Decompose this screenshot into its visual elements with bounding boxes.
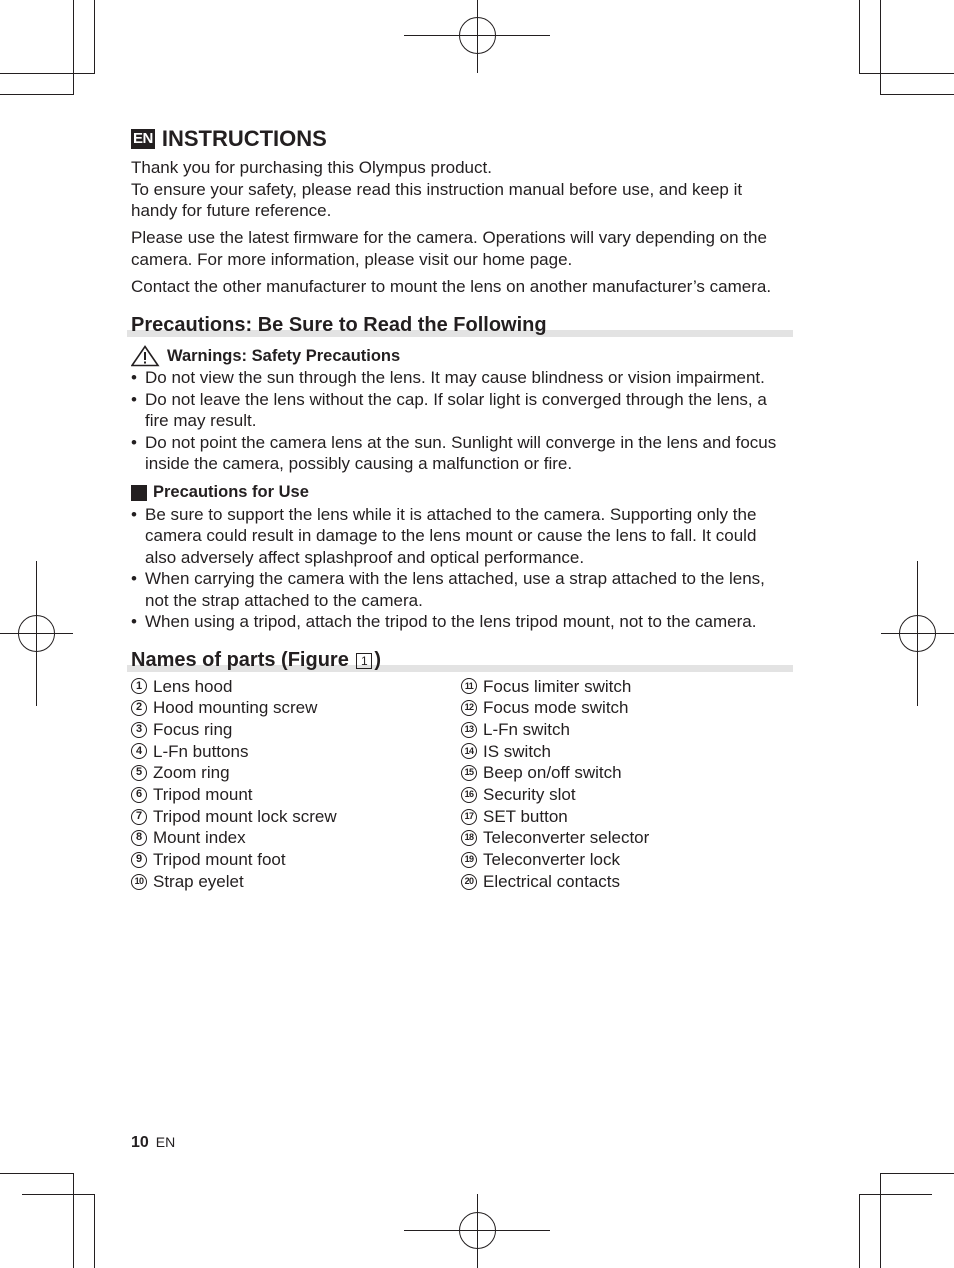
circled-number: 17: [461, 809, 477, 825]
circled-number: 15: [461, 765, 477, 781]
list-item: • Do not leave the lens without the cap. If solar light is converged through the lens, a fire may result.: [131, 389, 791, 432]
list-item: [131, 762, 461, 784]
names-title-text: Names of parts (Figure: [131, 648, 349, 671]
list-item: [131, 676, 461, 698]
warning-icon: [131, 345, 163, 367]
list-item: [461, 762, 791, 784]
square-bullet-icon: [131, 485, 147, 501]
intro-paragraph-1: Thank you for purchasing this Olympus product. To ensure your safety, please read this instruction manual before use, and keep it handy for future reference.: [131, 158, 743, 220]
circled-number: 9: [131, 852, 147, 868]
circled-number: 2: [131, 700, 147, 716]
list-item: • Do not point the camera lens at the sun. Sunlight will converge in the lens and focus inside the camera, possibly causing a malfunction or fire.: [131, 432, 791, 475]
parts-list: [131, 676, 791, 893]
intro-paragraph-2: Please use the latest firmware for the camera. Operations will vary depending on the camera. For more information, please visit our home page.: [131, 228, 767, 269]
part-label: Electrical contacts: [483, 871, 620, 891]
language-badge: EN: [133, 130, 153, 147]
circled-number: 19: [461, 852, 477, 868]
use-list: [131, 504, 791, 633]
part-label: Tripod mount: [153, 785, 253, 805]
list-item: • Be sure to support the lens while it is attached to the camera. Supporting only the camera could result in damage to the lens mount or cause the lens to fall. It could also adversely affect splashproof and optical performance.: [131, 504, 791, 569]
part-label: Tripod mount lock screw: [153, 806, 337, 826]
list-item: [461, 719, 791, 741]
part-label: Beep on/off switch: [483, 763, 622, 783]
parts-column-left: [131, 676, 461, 893]
list-item: [461, 871, 791, 893]
part-label: Focus mode switch: [483, 698, 629, 718]
part-label: Security slot: [483, 785, 576, 805]
circled-number: 7: [131, 809, 147, 825]
list-item: [461, 784, 791, 806]
list-item: [131, 784, 461, 806]
precautions-heading: [131, 313, 791, 339]
list-item: • Do not view the sun through the lens. It may cause blindness or vision impairment.: [131, 367, 791, 389]
page-language: EN: [155, 1134, 176, 1150]
list-item: [461, 827, 791, 849]
part-label: Strap eyelet: [153, 871, 244, 891]
list-item: • When using a tripod, attach the tripod to the lens tripod mount, not to the camera.: [131, 611, 791, 633]
part-label: Teleconverter lock: [483, 850, 621, 870]
use-title: Precautions for Use: [153, 483, 309, 501]
part-label: SET button: [483, 806, 568, 826]
circled-number: 4: [131, 743, 147, 759]
list-item: [461, 741, 791, 763]
names-heading: [131, 648, 791, 674]
part-label: L-Fn buttons: [153, 741, 249, 761]
part-label: Mount index: [153, 828, 246, 848]
circled-number: 16: [461, 787, 477, 803]
use-heading: [131, 482, 791, 504]
circled-number: 3: [131, 722, 147, 738]
warnings-list: [131, 367, 791, 475]
intro: [131, 157, 791, 297]
list-item: [131, 719, 461, 741]
list-item: [131, 849, 461, 871]
circled-number: 6: [131, 787, 147, 803]
list-item: • When carrying the camera with the lens attached, use a strap attached to the lens, not the strap attached to the camera.: [131, 568, 791, 611]
part-label: L-Fn switch: [483, 719, 570, 739]
circled-number: 12: [461, 700, 477, 716]
list-item: [461, 697, 791, 719]
circled-number: 14: [461, 743, 477, 759]
circled-number: 10: [131, 874, 147, 890]
page-title: [131, 124, 791, 154]
circled-number: 13: [461, 722, 477, 738]
list-item: [131, 871, 461, 893]
part-label: Zoom ring: [153, 763, 230, 783]
part-label: Focus limiter switch: [483, 676, 632, 696]
list-item: [131, 697, 461, 719]
part-label: Hood mounting screw: [153, 698, 318, 718]
part-label: Lens hood: [153, 676, 233, 696]
names-title: [131, 648, 383, 672]
list-item: [461, 676, 791, 698]
warnings-heading: [131, 345, 791, 367]
circled-number: 8: [131, 830, 147, 846]
circled-number: 11: [461, 678, 477, 694]
circled-number: 5: [131, 765, 147, 781]
list-item: [131, 806, 461, 828]
circled-number: 20: [461, 874, 477, 890]
page-number: 10: [131, 1134, 149, 1151]
part-label: Focus ring: [153, 719, 233, 739]
circled-number: 1: [131, 678, 147, 694]
circled-number: 18: [461, 830, 477, 846]
list-item: [461, 806, 791, 828]
part-label: IS switch: [483, 741, 552, 761]
intro-paragraph-3: Contact the other manufacturer to mount the lens on another manufacturer’s camera.: [131, 276, 772, 296]
list-item: [131, 827, 461, 849]
page-footer: [131, 1134, 175, 1152]
names-title-suffix: ): [374, 648, 382, 671]
list-item: [461, 849, 791, 871]
list-item: [131, 741, 461, 763]
figure-number-box: 1: [356, 653, 372, 669]
part-label: Teleconverter selector: [483, 828, 650, 848]
parts-column-right: [461, 676, 791, 893]
page-content: [131, 124, 791, 893]
precautions-title: Precautions: Be Sure to Read the Following: [131, 314, 547, 336]
warnings-title: Warnings: Safety Precautions: [167, 346, 401, 365]
title-text: INSTRUCTIONS: [161, 126, 327, 151]
part-label: Tripod mount foot: [153, 850, 286, 870]
